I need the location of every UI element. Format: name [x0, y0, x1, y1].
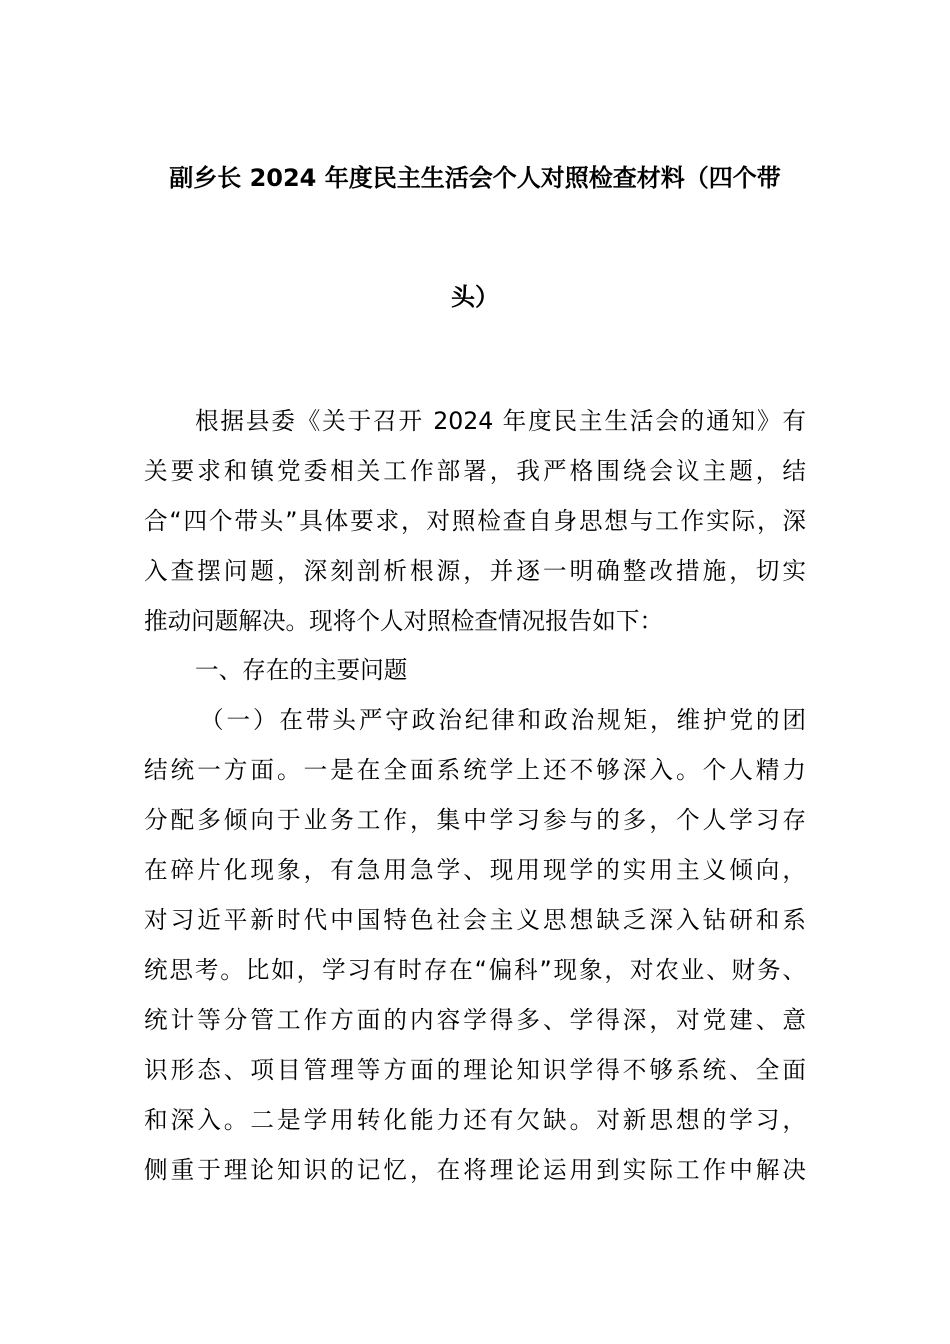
document-title-line-2: 头） — [451, 283, 499, 311]
paragraph-item-1-line-10: 侧重于理论知识的记忆，在将理论运用到实际工作中解决 — [144, 1156, 806, 1184]
paragraph-item-1-line-4: 在碎片化现象，有急用急学、现用现学的实用主义倾向， — [144, 856, 806, 884]
paragraph-item-1-line-6: 统思考。比如，学习有时存在“偏科”现象，对农业、财务、 — [144, 956, 806, 984]
paragraph-item-1-line-3: 分配多倾向于业务工作，集中学习参与的多，个人学习存 — [144, 806, 806, 834]
paragraph-item-1-line-1: （一）在带头严守政治纪律和政治规矩，维护党的团 — [200, 706, 806, 734]
paragraph-item-1-line-5: 对习近平新时代中国特色社会主义思想缺乏深入钻研和系 — [144, 906, 806, 934]
document-title-line-1: 副乡长 2024 年度民主生活会个人对照检查材料（四个带 — [169, 164, 781, 192]
paragraph-intro-line-2: 关要求和镇党委相关工作部署，我严格围绕会议主题，结 — [144, 457, 806, 485]
section-heading-problems: 一、存在的主要问题 — [195, 656, 408, 684]
paragraph-intro-line-3: 合“四个带头”具体要求，对照检查自身思想与工作实际，深 — [144, 507, 806, 535]
paragraph-intro-line-4: 入查摆问题，深刻剖析根源，并逐一明确整改措施，切实 — [144, 557, 806, 585]
paragraph-item-1-line-9: 和深入。二是学用转化能力还有欠缺。对新思想的学习， — [144, 1106, 806, 1134]
paragraph-item-1-line-2: 结统一方面。一是在全面系统学上还不够深入。个人精力 — [144, 756, 806, 784]
paragraph-item-1-line-7: 统计等分管工作方面的内容学得多、学得深，对党建、意 — [144, 1006, 806, 1034]
paragraph-intro-line-1: 根据县委《关于召开 2024 年度民主生活会的通知》有 — [195, 407, 806, 435]
paragraph-item-1-line-8: 识形态、项目管理等方面的理论知识学得不够系统、全面 — [144, 1056, 806, 1084]
paragraph-intro-line-5: 推动问题解决。现将个人对照检查情况报告如下： — [144, 607, 664, 635]
